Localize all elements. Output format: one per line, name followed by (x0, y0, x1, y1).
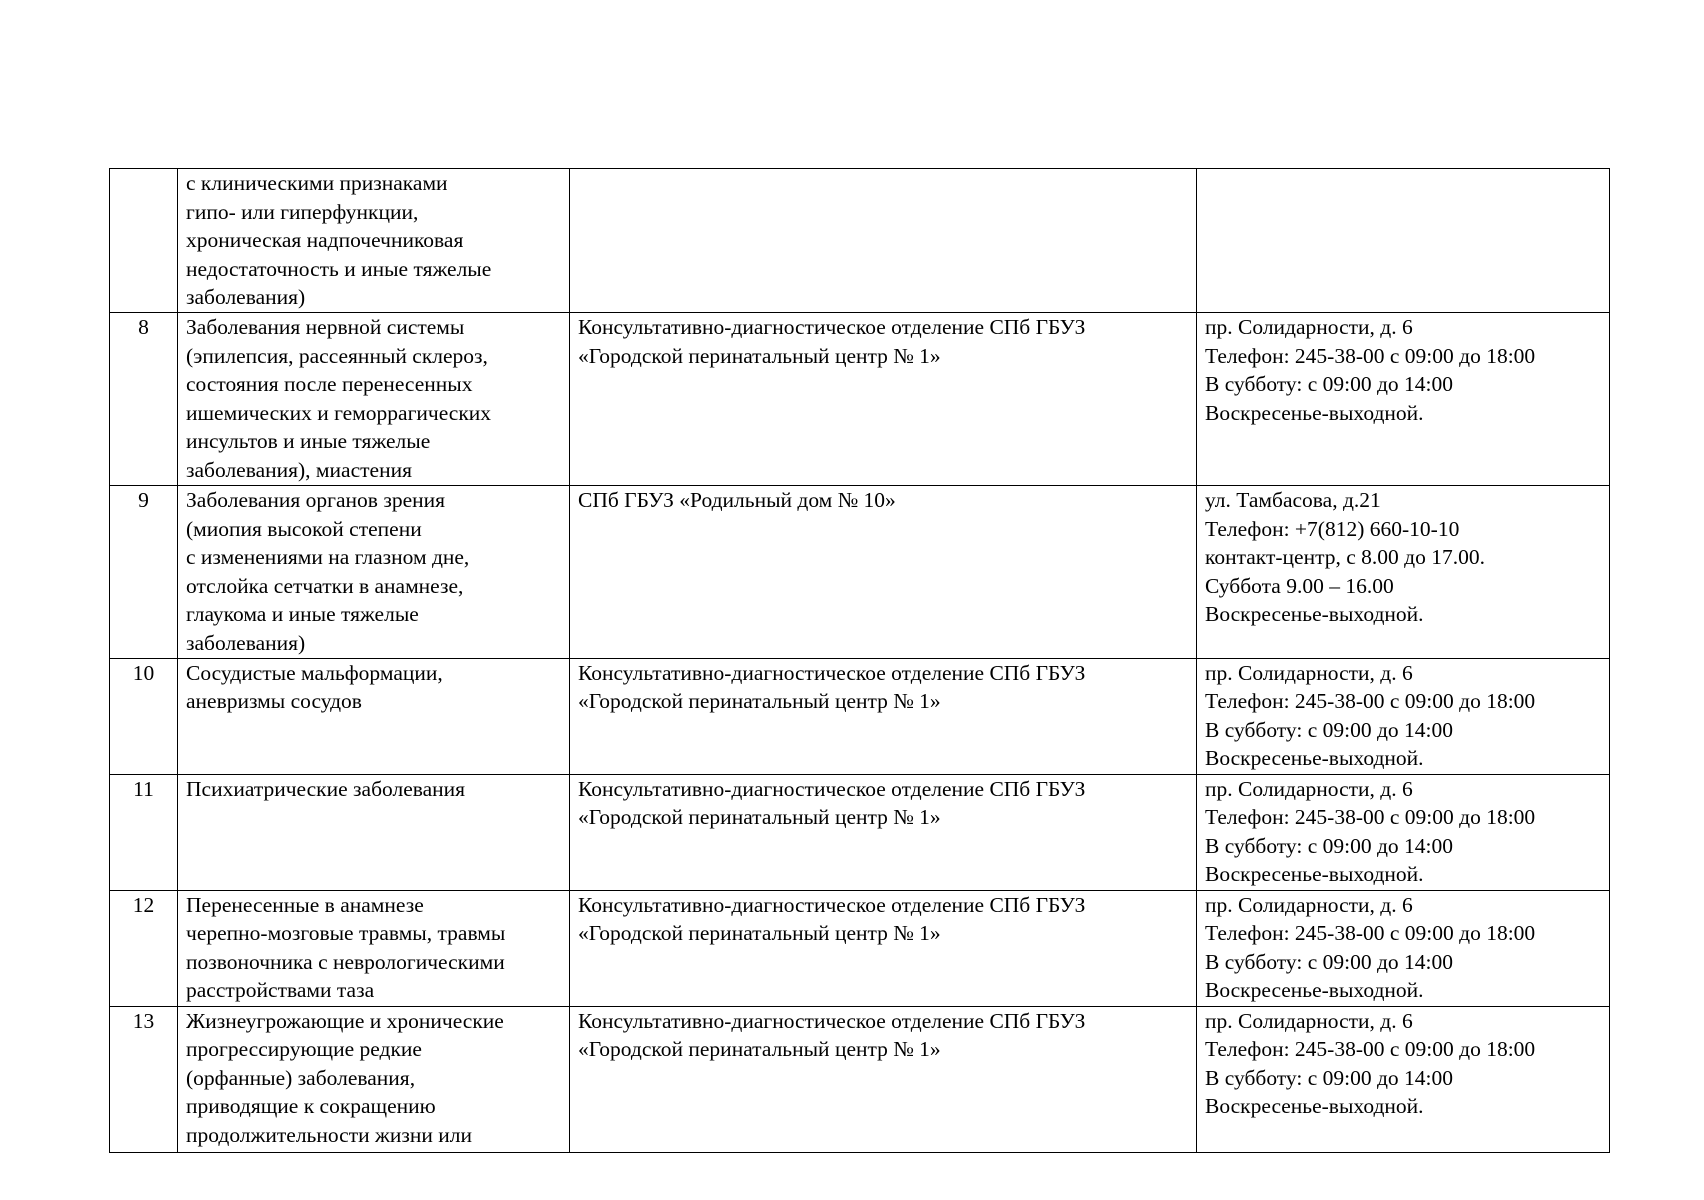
organization-line: «Городской перинатальный центр № 1» (578, 921, 941, 946)
address-line: Телефон: 245-38-00 с 09:00 до 18:00 (1205, 689, 1536, 714)
organization-line: Консультативно-диагностическое отделение СПб ГБУЗ (578, 776, 1086, 801)
table-row (110, 313, 1610, 486)
table-row (110, 1006, 1610, 1152)
address-cell (1197, 774, 1610, 890)
row-number: 12 (132, 892, 155, 917)
organization-cell (570, 486, 1197, 659)
row-number-cell (110, 313, 178, 486)
address-cell (1197, 169, 1610, 313)
address-line: пр. Солидарности, д. 6 (1205, 776, 1413, 801)
disease-line: Сосудистые мальформации, (186, 660, 443, 685)
address-line: Воскресенье-выходной. (1205, 602, 1424, 627)
address-line: ул. Тамбасова, д.21 (1205, 488, 1381, 512)
disease-cell (178, 658, 570, 774)
row-number-cell (110, 890, 178, 1006)
disease-line: Заболевания нервной системы (186, 315, 465, 339)
organization-cell (570, 890, 1197, 1006)
address-line: пр. Солидарности, д. 6 (1205, 892, 1413, 917)
organization-line: «Городской перинатальный центр № 1» (578, 343, 941, 368)
table-row (110, 774, 1610, 890)
address-cell (1197, 890, 1610, 1006)
address-cell (1197, 1006, 1610, 1152)
address-line: В субботу: с 09:00 до 14:00 (1205, 717, 1454, 742)
organization-line: «Городской перинатальный центр № 1» (578, 805, 941, 830)
table-row (110, 169, 1610, 313)
disease-line: глаукома и иные тяжелые (186, 602, 419, 627)
disease-line: Психиатрические заболевания (186, 776, 466, 801)
organization-line: Консультативно-диагностическое отделение СПб ГБУЗ (578, 1008, 1086, 1033)
disease-cell (178, 890, 570, 1006)
address-line: В субботу: с 09:00 до 14:00 (1205, 949, 1454, 974)
row-number-cell (110, 486, 178, 659)
row-number-cell (110, 774, 178, 890)
disease-line: приводящие к сокращению (186, 1094, 436, 1119)
disease-cell (178, 486, 570, 659)
address-cell (1197, 313, 1610, 486)
address-line: Телефон: 245-38-00 с 09:00 до 18:00 (1205, 805, 1536, 830)
disease-line: ишемических и геморрагических (186, 400, 492, 425)
address-cell (1197, 658, 1610, 774)
disease-line: продолжительности жизни или (186, 1122, 472, 1147)
institutions-table (109, 168, 1610, 1153)
disease-cell (178, 774, 570, 890)
organization-line: Консультативно-диагностическое отделение СПб ГБУЗ (578, 892, 1086, 917)
organization-line: Консультативно-диагностическое отделение СПб ГБУЗ (578, 660, 1086, 685)
address-line: Воскресенье-выходной. (1205, 746, 1424, 771)
disease-line: расстройствами таза (186, 978, 375, 1003)
row-number: 11 (133, 776, 154, 801)
disease-line: Жизнеугрожающие и хронические (186, 1008, 504, 1033)
address-cell (1197, 486, 1610, 659)
address-line: Суббота 9.00 – 16.00 (1205, 573, 1394, 598)
table-row (110, 486, 1610, 659)
organization-line: СПб ГБУЗ «Родильный дом № 10» (578, 488, 896, 512)
disease-line: прогрессирующие редкие (186, 1037, 422, 1062)
address-line: В субботу: с 09:00 до 14:00 (1205, 833, 1454, 858)
disease-line: позвоночника с неврологическими (186, 949, 505, 974)
organization-cell (570, 313, 1197, 486)
address-line: Воскресенье-выходной. (1205, 400, 1424, 425)
disease-cell (178, 169, 570, 313)
organization-line: Консультативно-диагностическое отделение СПб ГБУЗ (578, 315, 1086, 339)
disease-line: недостаточность и иные тяжелые (186, 256, 492, 281)
row-number: 13 (132, 1008, 155, 1033)
address-line: Телефон: 245-38-00 с 09:00 до 18:00 (1205, 921, 1536, 946)
disease-line: черепно-мозговые травмы, травмы (186, 921, 506, 946)
row-number: 8 (138, 315, 149, 339)
row-number: 9 (138, 488, 149, 512)
address-line: Телефон: 245-38-00 с 09:00 до 18:00 (1205, 343, 1536, 368)
address-line: Телефон: +7(812) 660-10-10 (1205, 516, 1460, 541)
disease-cell (178, 1006, 570, 1152)
address-line: пр. Солидарности, д. 6 (1205, 660, 1413, 685)
disease-line: (эпилепсия, рассеянный склероз, (186, 343, 488, 368)
disease-line: аневризмы сосудов (186, 689, 362, 714)
organization-line: «Городской перинатальный центр № 1» (578, 689, 941, 714)
disease-line: инсультов и иные тяжелые (186, 429, 431, 454)
address-line: Воскресенье-выходной. (1205, 1094, 1424, 1119)
disease-line: (орфанные) заболевания, (186, 1065, 416, 1090)
organization-cell (570, 169, 1197, 313)
address-line: В субботу: с 09:00 до 14:00 (1205, 372, 1454, 397)
disease-line: заболевания) (186, 285, 306, 310)
table-row (110, 890, 1610, 1006)
address-line: Телефон: 245-38-00 с 09:00 до 18:00 (1205, 1037, 1536, 1062)
row-number-cell (110, 169, 178, 313)
organization-cell (570, 1006, 1197, 1152)
organization-cell (570, 658, 1197, 774)
disease-line: (миопия высокой степени (186, 516, 422, 541)
address-line: Воскресенье-выходной. (1205, 978, 1424, 1003)
organization-cell (570, 774, 1197, 890)
disease-line: хроническая надпочечниковая (186, 228, 464, 253)
address-line: пр. Солидарности, д. 6 (1205, 1008, 1413, 1033)
row-number-cell (110, 1006, 178, 1152)
address-line: Воскресенье-выходной. (1205, 862, 1424, 887)
table-row (110, 658, 1610, 774)
disease-line: Заболевания органов зрения (186, 488, 446, 512)
disease-line: заболевания), миастения (186, 457, 412, 482)
disease-line: с клиническими признаками (186, 171, 448, 195)
table-body (110, 169, 1610, 1153)
row-number-cell (110, 658, 178, 774)
disease-cell (178, 313, 570, 486)
row-number: 10 (132, 660, 155, 685)
disease-line: гипо- или гиперфункции, (186, 199, 419, 224)
disease-line: отслойка сетчатки в анамнезе, (186, 573, 464, 598)
address-line: В субботу: с 09:00 до 14:00 (1205, 1065, 1454, 1090)
organization-line: «Городской перинатальный центр № 1» (578, 1037, 941, 1062)
disease-line: Перенесенные в анамнезе (186, 892, 424, 917)
address-line: контакт-центр, с 8.00 до 17.00. (1205, 545, 1485, 570)
disease-line: состояния после перенесенных (186, 372, 473, 397)
disease-line: с изменениями на глазном дне, (186, 545, 470, 570)
address-line: пр. Солидарности, д. 6 (1205, 315, 1413, 339)
disease-line: заболевания) (186, 630, 306, 655)
